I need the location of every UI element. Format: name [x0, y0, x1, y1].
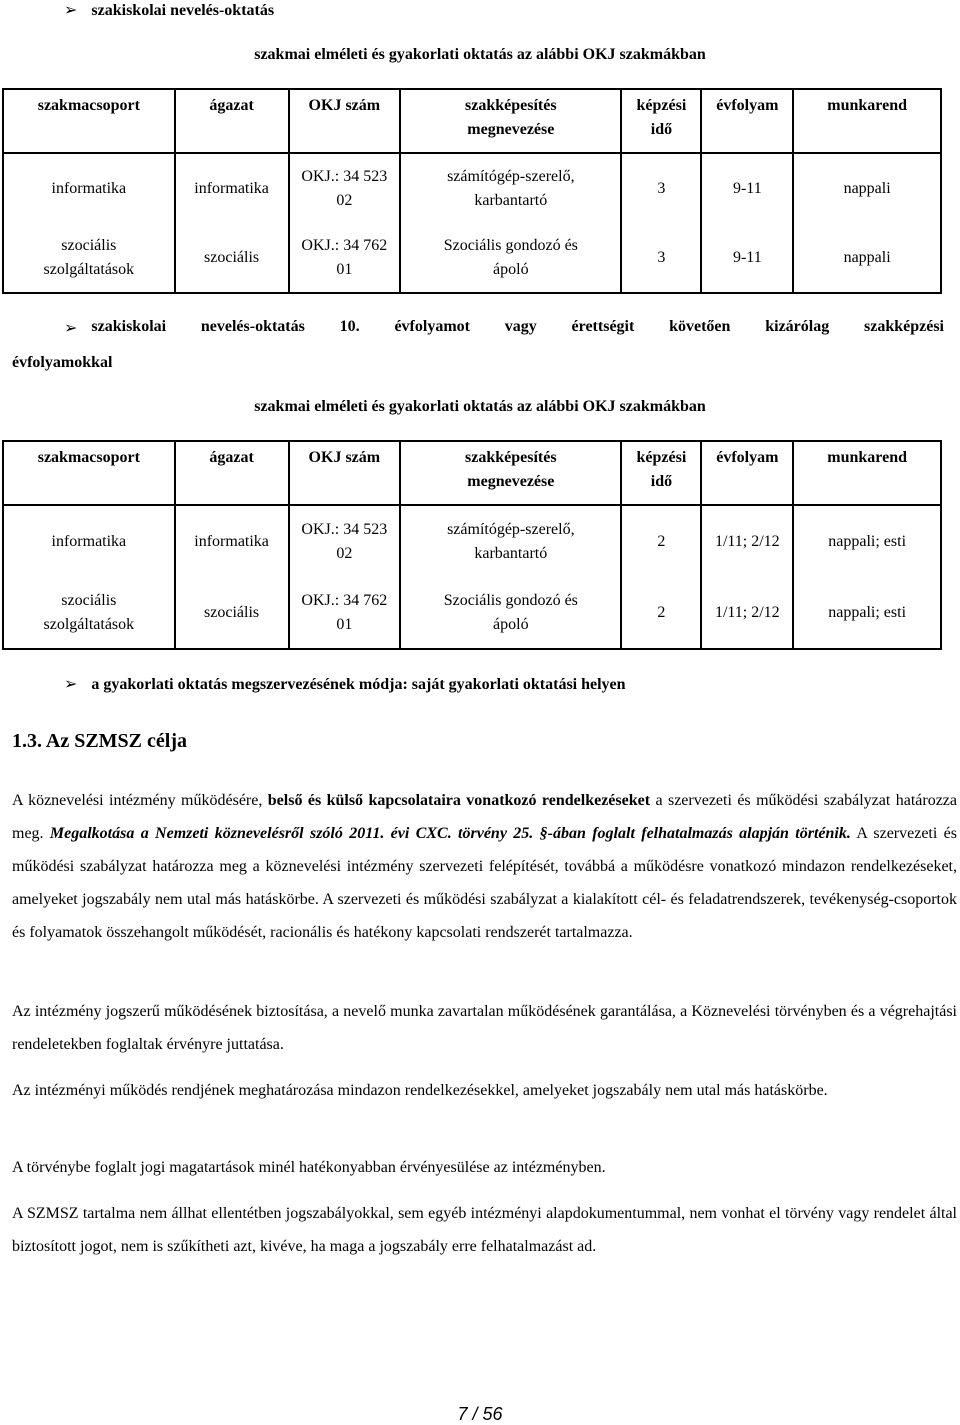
table-row — [3, 223, 941, 293]
cell-munkarend: nappali — [793, 153, 941, 223]
okj-table-2 — [2, 440, 942, 650]
cell-okj: OKJ.: 34 523 02 — [289, 505, 401, 577]
header-okj: OKJ szám — [289, 89, 401, 153]
cell-szakkepesites: Szociális gondozó és ápoló — [400, 577, 621, 649]
cell-munkarend: nappali — [793, 223, 941, 293]
header-evfolyam: évfolyam — [701, 441, 793, 505]
header-szakmacsoport: szakmacsoport — [3, 89, 175, 153]
bullet-vocational-education — [64, 0, 274, 20]
bullet-text: szakiskolai nevelés-oktatás — [91, 2, 275, 19]
cell-szakkepesites: számítógép-szerelő, karbantartó — [400, 153, 621, 223]
header-kepzesi-ido: képzési idő — [621, 441, 701, 505]
cell-agazat: informatika — [175, 505, 289, 577]
header-agazat: ágazat — [175, 441, 289, 505]
arrow-bullet-icon: ➢ — [64, 2, 78, 19]
paragraph-lawful-operation: Az intézmény jogszerű működésének biztosítása, a nevelő munka zavartalan működésének garantálása, a Köznevelési törvényben és a végrehajtási rendeletekben foglaltak érvényre juttatása. — [12, 1003, 957, 1053]
cell-agazat: informatika — [175, 153, 289, 223]
header-szakkepesites: szakképesítés megnevezése — [400, 89, 621, 153]
table1-title: szakmai elméleti és gyakorlati oktatás az alábbi OKJ szakmákban — [254, 46, 706, 63]
cell-szakkepesites: számítógép-szerelő, karbantartó — [400, 505, 621, 577]
paragraph-legal-conduct: A törvénybe foglalt jogi magatartások minél hatékonyabban érvényesülése az intézményben. — [12, 1159, 606, 1176]
cell-szakkepesites: Szociális gondozó és ápoló — [400, 223, 621, 293]
cell-szakmacsoport: szociális szolgáltatások — [3, 223, 175, 293]
cell-szakmacsoport: informatika — [3, 153, 175, 223]
cell-szakmacsoport: szociális szolgáltatások — [3, 577, 175, 649]
header-evfolyam: évfolyam — [701, 89, 793, 153]
table2-title: szakmai elméleti és gyakorlati oktatás az alábbi OKJ szakmákban — [254, 398, 706, 415]
cell-evfolyam: 1/11; 2/12 — [701, 577, 793, 649]
cell-okj: OKJ.: 34 762 01 — [289, 577, 401, 649]
header-szakmacsoport: szakmacsoport — [3, 441, 175, 505]
section-heading: 1.3. Az SZMSZ célja — [12, 730, 187, 752]
paragraph-szmsz-content: A SZMSZ tartalma nem állhat ellentétben jogszabályokkal, sem egyéb intézményi alapdokumentummal, nem vonhat el törvény vagy rendelet által biztosított jogot, nem is szűkítheti azt, kivéve, ha maga a jogszabály erre felhatalmazást ad. — [12, 1205, 957, 1255]
header-munkarend: munkarend — [793, 89, 941, 153]
table-row — [3, 153, 941, 223]
paragraph-operation-order: Az intézményi működés rendjének meghatározása mindazon rendelkezésekkel, amelyeket jogszabály nem utal más hatáskörbe. — [12, 1082, 828, 1099]
cell-agazat: szociális — [175, 577, 289, 649]
cell-munkarend: nappali; esti — [793, 577, 941, 649]
bullet-vocational-10th-grade — [64, 318, 944, 338]
page-number: 7 / 56 — [457, 1404, 503, 1424]
header-kepzesi-ido: képzési idő — [621, 89, 701, 153]
header-agazat: ágazat — [175, 89, 289, 153]
cell-evfolyam: 9-11 — [701, 223, 793, 293]
arrow-bullet-icon: ➢ — [64, 320, 78, 337]
cell-munkarend: nappali; esti — [793, 505, 941, 577]
cell-szakmacsoport: informatika — [3, 505, 175, 577]
cell-ido: 3 — [621, 153, 701, 223]
header-munkarend: munkarend — [793, 441, 941, 505]
header-okj: OKJ szám — [289, 441, 401, 505]
cell-evfolyam: 1/11; 2/12 — [701, 505, 793, 577]
cell-okj: OKJ.: 34 762 01 — [289, 223, 401, 293]
header-szakkepesites: szakképesítés megnevezése — [400, 441, 621, 505]
cell-ido: 2 — [621, 577, 701, 649]
cell-evfolyam: 9-11 — [701, 153, 793, 223]
paragraph-szmsz-purpose: A köznevelési intézmény működésére, belső és külső kapcsolataira vonatkozó rendelkezéseket a szervezeti és működési szabályzat határozza meg. Megalkotása a Nemzeti köznevelésről szóló 2011. évi CXC. törvény 25. §-ában foglalt felhatalmazás alapján történik. A szervezeti és működési szabályzat határozza meg a köznevelési intézmény szervezeti felépítését, továbbá a működésre vonatkozó mindazon rendelkezéseket, amelyeket jogszabály nem utal más hatáskörbe. A szervezeti és működési szabályzat a kialakított cél- és feladatrendszerek, tevékenység-csoportok és folyamatok összehangolt működését, racionális és hatékony kapcsolati rendszerét tartalmazza. — [12, 792, 958, 941]
okj-table-1 — [2, 88, 942, 294]
cell-agazat: szociális — [175, 223, 289, 293]
bullet-practical-training — [64, 674, 626, 694]
cell-ido: 3 — [621, 223, 701, 293]
cell-okj: OKJ.: 34 523 02 — [289, 153, 401, 223]
bullet-text-continued: évfolyamokkal — [12, 354, 113, 371]
arrow-bullet-icon: ➢ — [64, 676, 78, 693]
bullet-text: a gyakorlati oktatás megszervezésének módja: saját gyakorlati oktatási helyen — [91, 676, 626, 693]
table-row — [3, 577, 941, 649]
bullet-text: szakiskolai nevelés-oktatás 10. évfolyamot vagy érettségit követően kizárólag szakképzési — [91, 318, 944, 335]
table-row — [3, 505, 941, 577]
cell-ido: 2 — [621, 505, 701, 577]
